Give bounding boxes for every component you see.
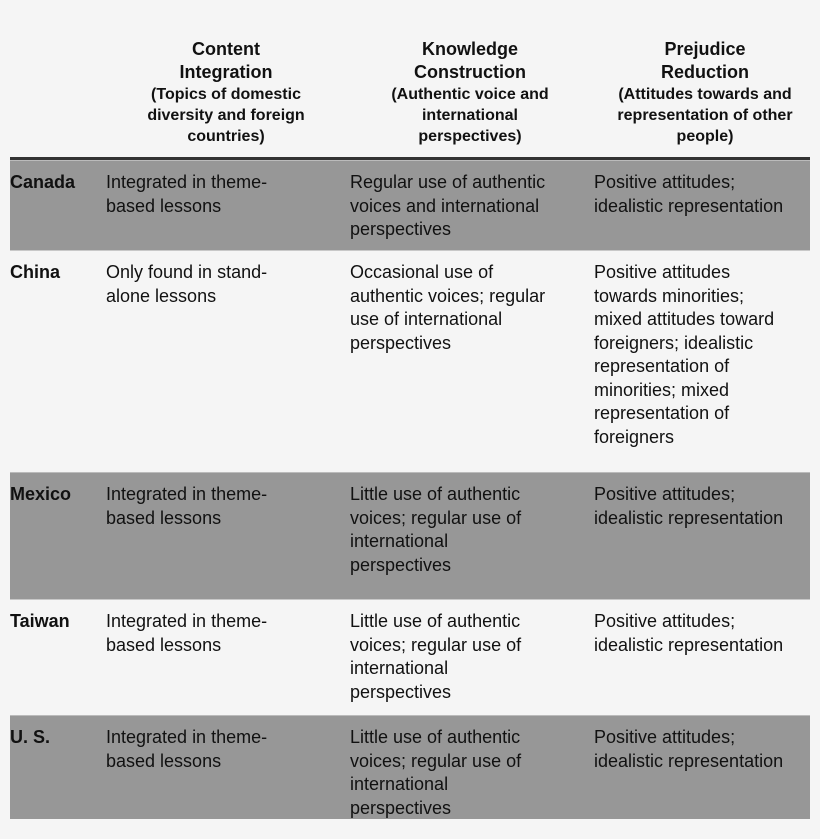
cell-line: use of international [350, 309, 503, 329]
table-row-taiwan [10, 599, 810, 716]
cell-line: idealistic representation [594, 507, 784, 528]
header-subtitle: diversity and foreign [147, 107, 305, 124]
cell-line: international [350, 658, 449, 678]
cell-line: Positive attitudes; [594, 727, 736, 747]
cell-line: Little use of authentic [350, 611, 521, 631]
country-label: U. S. [10, 727, 51, 747]
cell-line: Positive attitudes; [594, 611, 736, 631]
cell-line: idealistic representation [594, 195, 784, 216]
content-cell [106, 726, 346, 773]
cell-line: Integrated in theme- [106, 611, 268, 631]
cell-line: international [350, 774, 449, 794]
table-row-us [10, 715, 810, 819]
knowledge-cell [350, 610, 590, 704]
cell-line: voices; regular use of [350, 507, 522, 528]
cell-line: Little use of authentic [350, 727, 521, 747]
country-label: China [10, 262, 61, 282]
knowledge-cell [350, 483, 590, 577]
content-cell [106, 610, 346, 657]
header-prejudice-reduction [594, 38, 816, 158]
cell-line: perspectives [350, 219, 452, 239]
cell-line: Positive attitudes; [594, 172, 736, 192]
content-cell [106, 483, 346, 530]
header-knowledge-construction [350, 38, 590, 158]
country-label: Taiwan [10, 611, 70, 631]
cell-line: Only found in stand- [106, 262, 268, 282]
header-subtitle: (Topics of domestic [151, 86, 301, 103]
cell-line: representation of [594, 403, 730, 423]
cell-line: alone lessons [106, 285, 217, 306]
knowledge-cell [350, 171, 590, 242]
header-subtitle: people) [676, 128, 734, 145]
cell-line: Positive attitudes; [594, 484, 736, 504]
cell-line: Integrated in theme- [106, 484, 268, 504]
header-subtitle: countries) [187, 128, 265, 145]
header-title: Prejudice [664, 39, 746, 59]
cell-line: idealistic representation [594, 634, 784, 655]
cell-line: perspectives [350, 797, 452, 818]
cell-line: minorities; mixed [594, 379, 730, 400]
content-cell [106, 261, 346, 308]
cell-line: perspectives [350, 554, 452, 575]
cell-line: idealistic representation [594, 750, 784, 771]
cell-line: voices and international [350, 195, 540, 216]
header-subtitle: (Authentic voice and [391, 86, 549, 103]
cell-line: foreigners [594, 426, 675, 447]
header-title: Construction [414, 62, 526, 82]
header-subtitle: perspectives) [418, 128, 522, 145]
header-content-integration [106, 38, 346, 158]
country-label: Canada [10, 172, 76, 192]
cell-line: Little use of authentic [350, 484, 521, 504]
cell-line: based lessons [106, 507, 222, 528]
cell-line: Regular use of authentic [350, 172, 546, 192]
country-label: Mexico [10, 484, 72, 504]
cell-line: based lessons [106, 195, 222, 216]
cell-line: perspectives [350, 332, 452, 353]
knowledge-cell [350, 261, 590, 355]
table-row-china [10, 250, 810, 472]
header-subtitle: (Attitudes towards and [618, 86, 792, 103]
cell-line: voices; regular use of [350, 634, 522, 655]
cell-line: mixed attitudes toward [594, 309, 775, 329]
header-subtitle: representation of other [617, 107, 793, 124]
cell-line: Positive attitudes [594, 262, 731, 282]
cell-line: Occasional use of [350, 262, 494, 282]
cell-line: based lessons [106, 634, 222, 655]
cell-line: based lessons [106, 750, 222, 771]
cell-line: Integrated in theme- [106, 172, 268, 192]
cell-line: Integrated in theme- [106, 727, 268, 747]
content-cell [106, 171, 346, 218]
cell-line: international [350, 531, 449, 551]
prejudice-cell [594, 610, 816, 657]
header-title: Integration [179, 62, 273, 82]
cell-line: representation of [594, 356, 730, 376]
prejudice-cell [594, 483, 816, 530]
prejudice-cell [594, 261, 816, 449]
table-row-mexico [10, 472, 810, 599]
cell-line: perspectives [350, 681, 452, 702]
knowledge-cell [350, 726, 590, 819]
table-row-canada [10, 160, 810, 251]
header-title: Content [192, 39, 260, 59]
prejudice-cell [594, 726, 810, 773]
prejudice-cell [594, 171, 816, 218]
cell-line: foreigners; idealistic [594, 332, 754, 353]
cell-line: towards minorities; [594, 285, 745, 306]
header-title: Knowledge [421, 39, 518, 59]
cell-line: voices; regular use of [350, 750, 522, 771]
cell-line: authentic voices; regular [350, 285, 546, 306]
header-subtitle: international [421, 107, 518, 124]
header-title: Reduction [661, 62, 749, 82]
